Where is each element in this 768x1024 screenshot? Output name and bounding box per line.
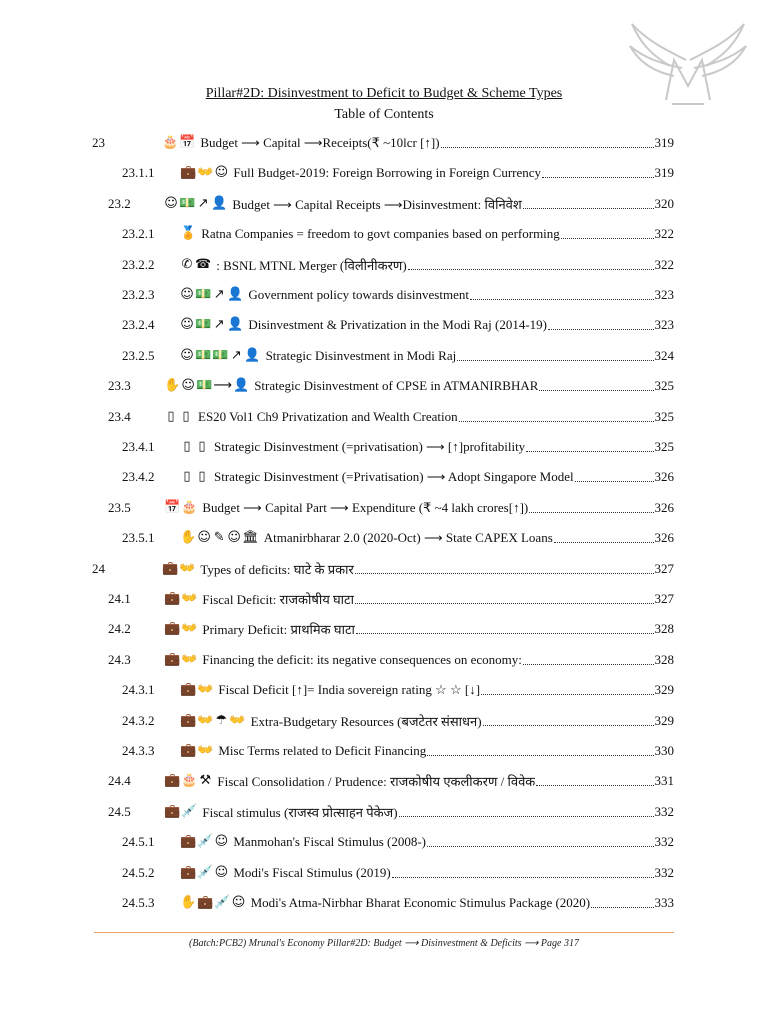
toc-entry-page: 326	[654, 469, 674, 485]
toc-entry-title: Full Budget-2019: Foreign Borrowing in Foreign Currency	[233, 165, 542, 181]
toc-entry[interactable]	[108, 588, 674, 610]
dot-leader	[356, 632, 654, 634]
dot-leader	[554, 541, 654, 543]
toc-entry-number: 23.4.1	[122, 439, 155, 454]
briefcase-icon: 💼	[180, 165, 197, 181]
toc-entry-page: 329	[654, 712, 674, 728]
toc-entry-title: Fiscal Deficit: राजकोषीय घाटा	[202, 592, 354, 607]
briefcase-icon: 💼	[164, 651, 181, 667]
toc-entry-number: 23	[92, 135, 105, 150]
toc-entry-number: 24.3.3	[122, 743, 155, 758]
toc-entry-title: Fiscal stimulus (राजस्व प्रोत्साहन पेकेज)	[202, 804, 398, 820]
toc-entry-page: 325	[654, 439, 674, 454]
briefcase-icon: 💼	[164, 621, 181, 637]
toc-entry-number: 24.5	[108, 803, 131, 819]
toc-entry[interactable]	[108, 618, 674, 640]
toc-entry[interactable]	[122, 679, 674, 701]
toc-entry-number: 23.2.4	[122, 317, 155, 333]
dot-leader	[355, 602, 654, 604]
hands-icon: 👐	[197, 743, 214, 758]
toc-entry-icons	[180, 258, 212, 272]
toc-entry[interactable]	[108, 801, 674, 823]
hands-icon: 👐	[179, 560, 196, 576]
toc-entry[interactable]	[108, 770, 674, 792]
toc-entry-icons	[162, 562, 196, 576]
toc-entry[interactable]	[122, 162, 674, 184]
toc-entry-icons	[164, 592, 198, 606]
toc-entry-title: Primary Deficit: प्राथमिक घाटा	[202, 622, 355, 638]
toc-entry-page: 331	[654, 773, 674, 789]
book-icon: ▯	[182, 408, 190, 424]
money-icon: 💵	[195, 347, 212, 363]
toc-entry-page: 330	[654, 743, 674, 758]
syringe-icon: 💉	[181, 803, 198, 819]
money-icon: 💵	[195, 287, 212, 302]
toc-entry[interactable]	[108, 497, 674, 519]
toc-entry-title: Misc Terms related to Deficit Financing	[218, 743, 427, 758]
medal-icon: 🏅	[180, 226, 197, 242]
toc-entry-title: Budget ⟶ Capital Part ⟶ Expenditure (₹ ~4 lakh crores[↑])	[202, 499, 529, 515]
pen-icon: ✎	[213, 530, 225, 546]
toc-entry-icons	[180, 440, 210, 454]
dot-leader	[542, 176, 653, 178]
toc-entry[interactable]	[122, 254, 674, 276]
dot-leader	[427, 754, 653, 756]
toc-entry-title: Modi's Atma-Nirbhar Bharat Economic Stimulus Package (2020)	[250, 895, 591, 910]
toc-entry-page: 327	[654, 560, 674, 576]
person-icon: 👤	[227, 287, 244, 302]
toc-entry-number: 24.3.2	[122, 712, 155, 728]
toc-entry-page: 324	[654, 347, 674, 363]
chart-up-icon: ↗	[230, 347, 242, 363]
toc-entry-page: 323	[654, 287, 674, 302]
dot-leader	[355, 572, 654, 574]
hand-icon: ✋	[180, 895, 197, 910]
toc-entry-page: 322	[654, 226, 674, 242]
hands-icon: 👐	[197, 165, 214, 181]
briefcase-icon: 💼	[164, 773, 181, 789]
toc-entry-page: 332	[654, 803, 674, 819]
toc-entry[interactable]	[122, 466, 674, 488]
dot-leader	[539, 389, 653, 391]
book-icon: ▯	[183, 469, 191, 485]
toc-entry-number: 24.5.2	[122, 864, 155, 880]
toc-entry-icons	[164, 501, 198, 515]
dot-leader	[523, 207, 654, 209]
money-icon: 💵	[195, 317, 212, 333]
face-icon: ☺	[180, 287, 194, 302]
toc-entry-number: 23.2.1	[122, 226, 155, 242]
toc-entry-number: 24.5.3	[122, 895, 155, 910]
toc-entry-icons	[164, 379, 250, 393]
chart-up-icon: ↗	[213, 317, 225, 333]
toc-entry-number: 24.1	[108, 591, 131, 606]
toc-entry-icons	[164, 805, 198, 819]
toc-entry-icons	[180, 166, 229, 180]
toc-entry-number: 23.4	[108, 408, 131, 424]
person-icon: 👤	[211, 195, 228, 211]
dot-leader	[529, 511, 653, 513]
hands-icon: 👐	[181, 591, 198, 606]
toc-entry-title: ES20 Vol1 Ch9 Privatization and Wealth Creation	[198, 408, 458, 424]
dot-leader	[470, 298, 654, 300]
toc-entry-number: 24.5.1	[122, 834, 155, 850]
toc-entry[interactable]	[108, 406, 674, 428]
dot-leader	[536, 784, 653, 786]
toc-entry-number: 23.1.1	[122, 165, 155, 181]
toc-entry-page: 332	[654, 864, 674, 880]
face-icon: ☺	[231, 895, 246, 910]
toc-entry[interactable]	[108, 375, 674, 397]
toc-entry-title: Fiscal Deficit [↑]= India sovereign rating ☆ ☆ [↓]	[218, 682, 481, 698]
briefcase-icon: 💼	[180, 682, 197, 698]
toc-entry[interactable]	[122, 892, 674, 914]
face-icon: ☺	[180, 317, 194, 333]
toc-entry[interactable]	[122, 862, 674, 884]
toc-entry-icons	[180, 714, 247, 728]
toc-entry-title: Ratna Companies = freedom to govt companies based on performing	[201, 226, 560, 242]
briefcase-icon: 💼	[164, 803, 181, 819]
toc-entry[interactable]	[92, 558, 674, 580]
toc-entry-icons	[180, 470, 210, 484]
toc-entry[interactable]	[122, 831, 674, 853]
toc-entry-icons	[180, 318, 244, 332]
face-icon: ☺	[214, 834, 229, 850]
dot-leader	[441, 146, 654, 148]
dot-leader	[459, 420, 654, 422]
toc-entry-title: Strategic Disinvestment (=Privatisation) ⟶ Adopt Singapore Model	[214, 469, 574, 485]
dot-leader	[561, 237, 654, 239]
syringe-icon: 💉	[214, 895, 231, 910]
telephone-icon: ☎	[195, 256, 212, 272]
toc-entry-title: Manmohan's Fiscal Stimulus (2008-)	[233, 834, 427, 850]
toc-entry[interactable]	[122, 740, 674, 762]
dot-leader	[408, 268, 654, 270]
briefcase-icon: 💼	[180, 864, 197, 880]
footer-divider	[94, 932, 674, 933]
toc-entry-title: Disinvestment & Privatization in the Modi Raj (2014-19)	[248, 317, 547, 333]
toc-entry-page: 328	[654, 651, 674, 667]
hands-icon: 👐	[197, 682, 214, 698]
toc-entry-icons	[164, 622, 198, 636]
hands-icon: 👐	[181, 621, 198, 637]
toc-entry-title: Strategic Disinvestment of CPSE in ATMANIRBHAR	[254, 378, 539, 394]
toc-entry-icons	[162, 136, 196, 150]
toc-entry-page: 322	[654, 256, 674, 272]
toc-entry[interactable]	[122, 436, 674, 458]
toc-entry-icons	[180, 288, 244, 302]
toc-entry-title: Strategic Disinvestment (=privatisation) ⟶ [↑]profitability	[214, 439, 526, 454]
tools-icon: ⚒	[199, 773, 212, 789]
calendar-31-icon: 📅	[179, 135, 196, 150]
briefcase-icon: 💼	[197, 895, 214, 910]
toc-entry[interactable]	[108, 649, 674, 671]
toc-entry-page: 325	[654, 378, 674, 394]
briefcase-icon: 💼	[162, 560, 179, 576]
toc-entry[interactable]	[122, 314, 674, 336]
briefcase-icon: 💼	[164, 591, 181, 606]
toc-entry-number: 23.2.5	[122, 347, 155, 363]
toc-entry-icons	[164, 197, 228, 211]
toc-heading: Table of Contents	[334, 107, 434, 122]
toc-entry-icons	[180, 744, 214, 758]
toc-entry-number: 24.4	[108, 773, 131, 789]
toc-entry-icons	[180, 349, 262, 363]
dot-leader	[526, 450, 653, 452]
person-icon: 👤	[233, 378, 250, 394]
toc-entry-icons	[180, 835, 229, 849]
toc-entry-title: Types of deficits: घाटे के प्रकार	[200, 561, 354, 577]
toc-entry-number: 23.2	[108, 195, 131, 211]
toc-entry-icons	[164, 410, 194, 424]
toc-entry-icons	[164, 653, 198, 667]
briefcase-icon: 💼	[180, 743, 197, 758]
toc-entry-title: Fiscal Consolidation / Prudence: राजकोषीय एकलीकरण / विवेक	[217, 774, 536, 790]
face-icon: ☺	[180, 347, 194, 363]
toc-entry-title: Atmanirbharar 2.0 (2020-Oct) ⟶ State CAPEX Loans	[263, 530, 553, 546]
hands-icon: 👐	[181, 651, 198, 667]
toc-entry-number: 23.2.3	[122, 287, 155, 302]
hand-icon: ✋	[164, 378, 181, 394]
toc-entry-title: Modi's Fiscal Stimulus (2019)	[233, 864, 391, 880]
face-icon: ☺	[214, 165, 229, 181]
toc-entry-title: Extra-Budgetary Resources (बजटेतर संसाधन)	[250, 713, 482, 729]
briefcase-icon: 💼	[180, 712, 197, 728]
toc-entry-title: Budget ⟶ Capital ⟶Receipts(₹ ~10lcr [↑])	[200, 135, 440, 150]
dot-leader	[575, 480, 654, 482]
money-icon: 💵	[196, 378, 213, 394]
dot-leader	[392, 876, 654, 878]
toc-entry-icons	[180, 683, 214, 697]
person-icon: 👤	[227, 317, 244, 333]
toc-entry-icons	[180, 531, 260, 545]
hands-icon: 👐	[229, 712, 246, 728]
toc-entry-page: 328	[654, 621, 674, 637]
chart-up-icon: ↗	[197, 195, 209, 211]
toc-entry-icons	[180, 866, 229, 880]
face-icon: ☺	[181, 378, 195, 394]
dot-leader	[481, 693, 653, 695]
face-icon: ☺	[164, 195, 178, 211]
umbrella-icon: ☂	[215, 712, 228, 728]
toc-entry-title: Government policy towards disinvestment	[248, 287, 469, 302]
face-icon: ☺	[197, 530, 211, 546]
toc-entry-number: 23.5.1	[122, 530, 155, 546]
toc-entry-icons	[180, 896, 247, 910]
toc-entry-page: 326	[654, 499, 674, 515]
hands-icon: 👐	[197, 712, 214, 728]
toc-entry-title: Strategic Disinvestment in Modi Raj	[265, 347, 457, 363]
toc-entry-page: 319	[654, 165, 674, 181]
book-icon: ▯	[183, 439, 191, 454]
toc-entry-icons	[164, 774, 213, 788]
toc-entry-page: 323	[654, 317, 674, 333]
person-icon: 👤	[244, 347, 261, 363]
toc-entry-title: : BSNL MTNL Merger (विलीनीकरण)	[216, 257, 407, 273]
bank-icon: 🏛	[242, 530, 259, 546]
toc-entry-page: 326	[654, 530, 674, 546]
dot-leader	[457, 359, 653, 361]
cake-icon: 🎂	[181, 499, 198, 515]
toc-entry-page: 329	[654, 682, 674, 698]
dot-leader	[591, 906, 653, 908]
cake-icon: 🎂	[181, 773, 198, 789]
toc-entry[interactable]	[92, 132, 674, 154]
syringe-icon: 💉	[197, 834, 214, 850]
hand-icon: ✋	[180, 530, 197, 546]
toc-entry-page: 332	[654, 834, 674, 850]
face-icon: ☺	[214, 864, 229, 880]
toc-entry[interactable]	[122, 710, 674, 732]
toc-entry-number: 24.3.1	[122, 682, 155, 698]
dot-leader	[399, 815, 654, 817]
calendar-31-icon: 📅	[164, 499, 181, 515]
phone-icon: ✆	[181, 256, 193, 272]
dot-leader	[483, 724, 654, 726]
chart-up-icon: ↗	[213, 287, 225, 302]
toc-entry-page: 325	[654, 408, 674, 424]
toc-entry-icons	[180, 227, 197, 241]
toc-entry-number: 24.2	[108, 621, 131, 637]
toc-entry-number: 23.5	[108, 499, 131, 515]
toc-entry[interactable]	[122, 345, 674, 367]
page-title: Pillar#2D: Disinvestment to Deficit to Budget & Scheme Types	[205, 86, 563, 101]
book-icon: ▯	[167, 408, 175, 424]
toc-entry-number: 24.3	[108, 651, 131, 667]
toc-entry-page: 320	[654, 195, 674, 211]
dot-leader	[523, 663, 654, 665]
toc-entry-number: 23.4.2	[122, 469, 155, 485]
dot-leader	[427, 845, 653, 847]
book-icon: ▯	[198, 439, 206, 454]
toc-entry-title: Financing the deficit: its negative consequences on economy:	[202, 651, 522, 667]
arrow-icon: ⟶	[213, 378, 233, 394]
toc-entry-number: 23.2.2	[122, 256, 155, 272]
toc-entry-number: 23.3	[108, 378, 131, 394]
toc-entry[interactable]	[108, 193, 674, 215]
toc-entry-page: 333	[654, 895, 674, 910]
toc-entry[interactable]	[122, 527, 674, 549]
toc-entry-page: 319	[654, 135, 674, 150]
page-footer: (Batch:PCB2) Mrunal's Economy Pillar#2D: Budget ⟶ Disinvestment & Deficits ⟶ Page 317	[189, 938, 579, 949]
money-icon: 💵	[212, 347, 229, 363]
briefcase-icon: 💼	[180, 834, 197, 850]
book-icon: ▯	[198, 469, 206, 485]
cake-icon: 🎂	[162, 135, 179, 150]
money-icon: 💵	[179, 195, 196, 211]
dot-leader	[548, 328, 654, 330]
smile-icon: ☺	[227, 530, 241, 546]
toc-entry[interactable]	[122, 284, 674, 306]
toc-entry-number: 24	[92, 560, 105, 576]
syringe-icon: 💉	[197, 864, 214, 880]
toc-entry-page: 327	[654, 591, 674, 606]
toc-entry-title: Budget ⟶ Capital Receipts ⟶Disinvestment: विनिवेश	[232, 196, 522, 212]
toc-entry[interactable]	[122, 223, 674, 245]
